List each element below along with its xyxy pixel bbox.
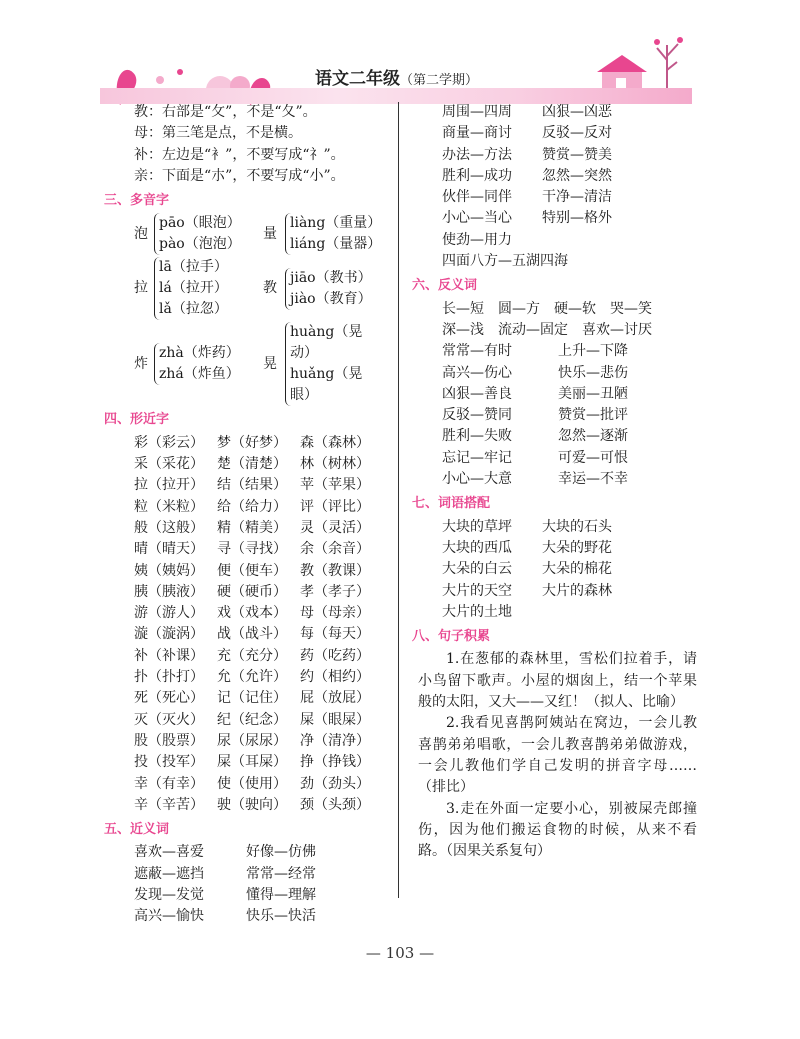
word-entry: 灵（灵活） <box>300 519 370 536</box>
word-row <box>412 208 697 229</box>
word-entry: 森（森林） <box>300 434 370 451</box>
polyphone-char: 拉 <box>134 280 148 297</box>
word-entry: 大朵的野花 <box>542 539 612 556</box>
intro-line: 补：左边是“衤”，不要写成“礻”。 <box>134 146 345 163</box>
word-row <box>412 230 697 251</box>
word-entry: 快乐—快活 <box>246 908 316 925</box>
word-row <box>412 166 697 187</box>
polyphone-readings <box>285 213 380 255</box>
word-entry: 赞赏—赞美 <box>542 146 612 163</box>
word-row <box>104 710 390 731</box>
word-entry: 常常—经常 <box>246 865 316 882</box>
polyphone-row <box>104 322 390 406</box>
word-entry: 懂得—理解 <box>246 887 316 904</box>
word-entry: 般（这般） <box>134 519 204 536</box>
reading: huǎng（晃眼） <box>290 366 363 404</box>
word-entry: 特别—格外 <box>542 210 612 227</box>
word-entry: 林（树林） <box>300 456 370 473</box>
word-entry: 教（教课） <box>300 562 370 579</box>
word-entry: 反驳—赞同 <box>442 407 512 424</box>
section-heading-polyphones: 三、多音字 <box>104 193 170 209</box>
column-divider <box>398 102 399 898</box>
book-title: 语文二年级 <box>315 69 400 89</box>
word-entry: 忽然—逐渐 <box>558 428 628 445</box>
word-entry: 充（充分） <box>217 647 287 664</box>
right-column <box>412 102 697 862</box>
word-entry: 大片的土地 <box>442 603 512 620</box>
word-entry: 挣（挣钱） <box>300 754 370 771</box>
word-entry: 药（吃药） <box>300 647 370 664</box>
synonym-idiom: 四面八方—五湖四海 <box>442 253 568 270</box>
word-entry: 凶狠—凶恶 <box>542 104 612 120</box>
section-heading-synonyms: 五、近义词 <box>104 822 170 838</box>
word-row <box>412 448 697 469</box>
word-entry: 评（评比） <box>300 498 370 515</box>
word-entry: 记（记住） <box>217 690 287 707</box>
word-entry: 好像—仿佛 <box>246 844 316 861</box>
word-entry: 胰（胰液） <box>134 583 204 600</box>
word-entry: 办法—方法 <box>442 146 512 163</box>
synonyms-list <box>104 842 390 927</box>
word-entry: 孝（孝子） <box>300 583 370 600</box>
antonyms-list <box>412 341 697 490</box>
word-entry: 大块的石头 <box>542 518 612 535</box>
word-entry: 劲（劲头） <box>300 775 370 792</box>
similar-chars-list <box>104 433 390 816</box>
word-entry: 粒（米粒） <box>134 498 204 515</box>
word-entry: 精（精美） <box>217 519 287 536</box>
reading: lǎ（拉忽） <box>159 301 228 318</box>
word-entry: 扑（扑打） <box>134 669 204 686</box>
word-row <box>104 497 390 518</box>
word-row <box>412 187 697 208</box>
word-entry: 晴（晴天） <box>134 541 204 558</box>
word-row <box>412 384 697 405</box>
polyphone-readings <box>154 257 249 320</box>
word-entry: 给（给力） <box>217 498 287 515</box>
collocations-list <box>412 517 697 623</box>
word-entry: 赞赏—批评 <box>558 407 628 424</box>
left-column <box>104 102 390 928</box>
word-row <box>104 752 390 773</box>
word-entry: 补（补课） <box>134 647 204 664</box>
polyphone-row <box>104 257 390 320</box>
word-row <box>104 885 390 906</box>
word-row <box>412 538 697 559</box>
word-entry: 周围—四周 <box>442 104 512 120</box>
book-subtitle: （第二学期） <box>400 73 479 88</box>
word-entry: 美丽—丑陋 <box>558 385 628 402</box>
polyphone-readings <box>154 343 249 385</box>
word-entry: 彩（彩云） <box>134 434 204 451</box>
word-entry: 快乐—悲伤 <box>558 364 628 381</box>
sentence-paragraph: 3.走在外面一定要小心，别被屎壳郎撞伤，因为他们搬运食物的时候，从来不看路。（因果关系复句） <box>418 800 697 860</box>
word-entry: 便（便车） <box>217 562 287 579</box>
antonym-line: 深—浅 流动—固定 喜欢—讨厌 <box>442 321 652 338</box>
section-heading-antonyms: 六、反义词 <box>412 278 478 294</box>
word-row <box>412 102 697 123</box>
word-entry: 干净—清洁 <box>542 189 612 206</box>
reading: liáng（量器） <box>290 236 382 253</box>
word-entry: 苹（苹果） <box>300 477 370 494</box>
word-row <box>104 433 390 454</box>
reading: pào（泡泡） <box>159 236 241 253</box>
reading: pāo（眼泡） <box>159 215 241 232</box>
word-row <box>412 469 697 490</box>
word-entry: 忘记—牢记 <box>442 449 512 466</box>
word-entry: 幸运—不幸 <box>558 471 628 488</box>
page-number: — 103 — <box>365 944 435 962</box>
word-entry: 大块的草坪 <box>442 518 512 535</box>
word-entry: 结（结果） <box>217 477 287 494</box>
word-row <box>412 517 697 538</box>
word-entry: 屎（眼屎） <box>300 711 370 728</box>
intro-line: 母：第三笔是点，不是横。 <box>134 125 302 142</box>
word-row <box>412 426 697 447</box>
word-entry: 战（战斗） <box>217 626 287 643</box>
section-heading-similar-chars: 四、形近字 <box>104 412 170 428</box>
word-entry: 死（死心） <box>134 690 204 707</box>
word-row <box>104 688 390 709</box>
word-row <box>104 518 390 539</box>
section-heading-collocations: 七、词语搭配 <box>412 496 491 512</box>
word-entry: 拉（拉开） <box>134 477 204 494</box>
word-entry: 采（采花） <box>134 456 204 473</box>
antonym-line: 长—短 圆—方 硬—软 哭—笑 <box>442 300 652 317</box>
word-entry: 辛（辛苦） <box>134 796 204 813</box>
word-entry: 楚（清楚） <box>217 456 287 473</box>
word-entry: 大朵的棉花 <box>542 561 612 578</box>
reading: lá（拉开） <box>159 280 228 297</box>
reading: zhà（炸药） <box>159 345 240 362</box>
reading: lā（拉手） <box>159 259 228 276</box>
word-row <box>412 123 697 144</box>
word-entry: 寻（寻找） <box>217 541 287 558</box>
polyphone-row <box>104 213 390 255</box>
word-row <box>104 906 390 927</box>
word-entry: 高兴—愉快 <box>134 908 204 925</box>
word-row <box>104 795 390 816</box>
sentence-paragraph: 1.在葱郁的森林里，雪松们拉着手，请小鸟留下歌声。小屋的烟囱上，结一个苹果般的太阳，又大——又红！（拟人、比喻） <box>418 651 697 711</box>
word-entry: 遮蔽—遮挡 <box>134 865 204 882</box>
word-entry: 胜利—失败 <box>442 428 512 445</box>
page-title <box>315 64 478 89</box>
word-row <box>412 559 697 580</box>
word-entry: 净（清净） <box>300 732 370 749</box>
word-row <box>412 602 697 623</box>
word-row <box>104 582 390 603</box>
synonyms-list-continued <box>412 102 697 251</box>
word-entry: 尿（尿尿） <box>217 732 287 749</box>
word-entry: 商量—商讨 <box>442 125 512 142</box>
word-entry: 漩（漩涡） <box>134 626 204 643</box>
word-row <box>104 774 390 795</box>
word-row <box>104 561 390 582</box>
word-entry: 屁（放屁） <box>300 690 370 707</box>
word-entry: 大朵的白云 <box>442 561 512 578</box>
word-entry: 大片的森林 <box>542 582 612 599</box>
word-entry: 高兴—伤心 <box>442 364 512 381</box>
word-entry: 余（余音） <box>300 541 370 558</box>
word-entry: 大片的天空 <box>442 582 512 599</box>
intro-line: 教：右部是“攵”，不是“夂”。 <box>134 104 317 120</box>
word-row <box>104 842 390 863</box>
word-entry: 可爱—可恨 <box>558 449 628 466</box>
reading: zhá（炸鱼） <box>159 366 240 383</box>
word-entry: 股（股票） <box>134 732 204 749</box>
polyphone-readings <box>285 322 380 406</box>
word-entry <box>542 230 642 251</box>
word-row <box>104 646 390 667</box>
word-row <box>104 624 390 645</box>
word-entry: 投（投军） <box>134 754 204 771</box>
polyphone-readings <box>285 268 380 310</box>
word-entry: 发现—发觉 <box>134 887 204 904</box>
section-heading-sentences: 八、句子积累 <box>412 629 491 645</box>
word-row <box>104 864 390 885</box>
word-row <box>412 341 697 362</box>
word-entry: 驶（驶向） <box>217 796 287 813</box>
word-entry: 使劲—用力 <box>442 231 512 248</box>
word-entry: 约（相约） <box>300 669 370 686</box>
reading: huàng（晃动） <box>290 324 363 362</box>
sentence-paragraph: 2.我看见喜鹊阿姨站在窝边，一会儿教喜鹊弟弟唱歌，一会儿教喜鹊弟弟做游戏，一会儿教他们学自己发明的拼音字母……（排比） <box>418 715 697 796</box>
word-row <box>104 454 390 475</box>
polyphone-char: 教 <box>263 280 277 297</box>
word-entry: 大块的西瓜 <box>442 539 512 556</box>
word-entry: 胜利—成功 <box>442 167 512 184</box>
reading: jiào（教育） <box>290 290 372 307</box>
word-row <box>104 539 390 560</box>
reading: liàng（重量） <box>290 215 382 232</box>
word-entry: 上升—下降 <box>558 343 628 360</box>
word-entry: 戏（戏本） <box>217 605 287 622</box>
word-entry <box>542 602 642 623</box>
word-entry: 母（母亲） <box>300 605 370 622</box>
reading: jiāo（教书） <box>290 269 372 286</box>
polyphone-char: 晃 <box>263 355 277 372</box>
word-entry: 颈（头颈） <box>300 796 370 813</box>
word-entry: 忽然—突然 <box>542 167 612 184</box>
word-entry: 伙伴—同伴 <box>442 189 512 206</box>
polyphone-char: 泡 <box>134 225 148 242</box>
word-entry: 使（使用） <box>217 775 287 792</box>
word-row <box>412 581 697 602</box>
word-entry: 常常—有时 <box>442 343 512 360</box>
intro-line: 亲：下面是“朩”，不要写成“小”。 <box>134 167 345 184</box>
word-entry: 幸（有幸） <box>134 775 204 792</box>
word-entry: 反驳—反对 <box>542 125 612 142</box>
word-row <box>104 603 390 624</box>
polyphone-readings <box>154 213 249 255</box>
word-row <box>412 145 697 166</box>
word-entry: 允（允许） <box>217 669 287 686</box>
word-entry: 硬（硬币） <box>217 583 287 600</box>
word-row <box>104 731 390 752</box>
word-entry: 每（每天） <box>300 626 370 643</box>
word-entry: 灭（灭火） <box>134 711 204 728</box>
word-row <box>104 475 390 496</box>
polyphone-char: 炸 <box>134 355 148 372</box>
word-entry: 梦（好梦） <box>217 434 287 451</box>
word-row <box>412 405 697 426</box>
word-entry: 喜欢—喜爱 <box>134 844 204 861</box>
word-entry: 姨（姨妈） <box>134 562 204 579</box>
word-entry: 屎（耳屎） <box>217 754 287 771</box>
word-row <box>412 363 697 384</box>
word-entry: 纪（纪念） <box>217 711 287 728</box>
word-row <box>104 667 390 688</box>
page-header <box>100 30 692 102</box>
word-entry: 游（游人） <box>134 605 204 622</box>
word-entry: 小心—当心 <box>442 210 512 227</box>
polyphone-char: 量 <box>263 225 277 242</box>
word-entry: 小心—大意 <box>442 471 512 488</box>
word-entry: 凶狠—善良 <box>442 385 512 402</box>
